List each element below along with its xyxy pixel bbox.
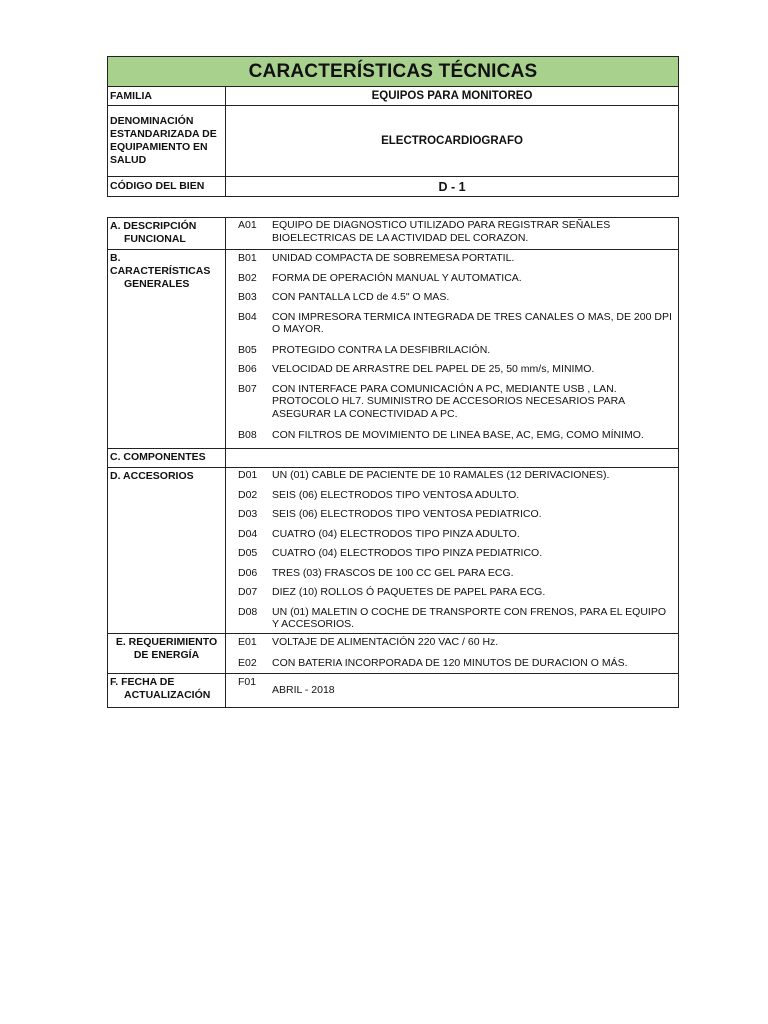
spec-text: SEIS (06) ELECTRODOS TIPO VENTOSA ADULTO. (272, 488, 520, 501)
section-c-row (108, 449, 679, 468)
section-f-row (108, 674, 679, 708)
section-f-label-line2: ACTUALIZACIÓN (124, 689, 211, 701)
spec-text: CON INTERFACE PARA COMUNICACIÓN A PC, MEDIANTE USB , LAN. PROTOCOLO HL7. SUMINISTRO DE ACCESORIOS NECESARIOS PARA ASEGURAR LA CONECTIVIDAD A PC. (272, 382, 625, 420)
section-b-items (226, 250, 679, 449)
spec-code: B02 (238, 271, 257, 284)
spec-item (226, 272, 678, 285)
spec-code: E02 (238, 656, 257, 669)
section-f-label-line1: F. FECHA DE (110, 676, 175, 688)
section-e-row (108, 634, 679, 674)
section-a-row (108, 218, 679, 250)
spec-item (226, 344, 678, 357)
spec-item (226, 676, 678, 697)
section-d-label: D. ACCESORIOS (108, 468, 226, 634)
familia-value: EQUIPOS PARA MONITOREO (226, 87, 679, 106)
spec-text: CUATRO (04) ELECTRODOS TIPO PINZA ADULTO. (272, 527, 520, 540)
spec-text: VELOCIDAD DE ARRASTRE DEL PAPEL DE 25, 50 mm/s, MINIMO. (272, 363, 595, 375)
spec-code: B01 (238, 252, 257, 264)
spec-code: B04 (238, 310, 257, 323)
spec-code: D06 (238, 566, 258, 579)
spec-text: FORMA DE OPERACIÓN MANUAL Y AUTOMATICA. (272, 271, 522, 284)
spec-text: UNIDAD COMPACTA DE SOBREMESA PORTATIL. (272, 252, 515, 264)
spec-code: D04 (238, 527, 258, 540)
section-e-label (108, 634, 226, 674)
spec-text: CUATRO (04) ELECTRODOS TIPO PINZA PEDIATRICO. (272, 547, 543, 559)
spec-item (226, 636, 678, 649)
section-e-label-line1: E. REQUERIMIENTO (115, 636, 218, 648)
spec-item (226, 219, 678, 244)
familia-label: FAMILIA (108, 87, 226, 106)
section-d-row (108, 468, 679, 634)
spec-item (226, 252, 678, 265)
spec-text: DIEZ (10) ROLLOS Ó PAQUETES DE PAPEL PARA ECG. (272, 586, 546, 598)
spec-code: D02 (238, 488, 258, 501)
page-title: CARACTERÍSTICAS TÉCNICAS (108, 57, 679, 87)
spec-item (226, 429, 678, 442)
spec-item (226, 528, 678, 541)
spec-text: EQUIPO DE DIAGNOSTICO UTILIZADO PARA REGISTRAR SEÑALES BIOELECTRICAS DE LA ACTIVIDAD DEL CORAZON. (272, 219, 611, 244)
spec-code: B06 (238, 363, 257, 375)
header-table (107, 56, 678, 197)
spec-item (226, 291, 678, 304)
spec-item (226, 363, 678, 376)
section-e-items (226, 634, 679, 674)
codigo-label: CÓDIGO DEL BIEN (108, 177, 226, 197)
section-c-label: C. COMPONENTES (108, 449, 226, 468)
codigo-value: D - 1 (226, 177, 679, 197)
section-b-row (108, 250, 679, 449)
spec-item (226, 567, 678, 580)
spec-text: TRES (03) FRASCOS DE 100 CC GEL PARA ECG. (272, 566, 514, 579)
spec-code: B07 (238, 382, 257, 395)
denominacion-label: DENOMINACIÓN ESTANDARIZADA DE EQUIPAMIENTO EN SALUD (108, 106, 226, 177)
specs-table (107, 217, 678, 708)
spec-code: D08 (238, 605, 258, 618)
spec-code: B05 (238, 343, 257, 356)
spec-text: CON IMPRESORA TERMICA INTEGRADA DE TRES CANALES O MAS, DE 200 DPI O MAYOR. (272, 310, 672, 335)
spec-code: D07 (238, 586, 258, 598)
section-a-items (226, 218, 679, 250)
spec-text: UN (01) MALETIN O COCHE DE TRANSPORTE CON FRENOS, PARA EL EQUIPO Y ACCESORIOS. (272, 605, 667, 630)
spec-item (226, 469, 678, 482)
section-c-items (226, 449, 679, 468)
spec-text: SEIS (06) ELECTRODOS TIPO VENTOSA PEDIATRICO. (272, 508, 542, 520)
section-b-label-line2: GENERALES (124, 278, 190, 290)
spec-text: CON FILTROS DE MOVIMIENTO DE LINEA BASE, AC, EMG, COMO MÍNIMO. (272, 429, 644, 441)
spec-item (226, 311, 678, 336)
spec-text: CON PANTALLA LCD de 4.5" O MAS. (272, 291, 450, 303)
spec-code: E01 (238, 636, 257, 648)
section-a-label-line2: FUNCIONAL (124, 233, 186, 245)
spec-item (226, 657, 678, 670)
spec-item (226, 489, 678, 502)
section-f-items (226, 674, 679, 708)
spec-item (226, 383, 678, 421)
section-e-label-line2: DE ENERGÍA (133, 649, 200, 661)
spec-code: D05 (238, 547, 258, 559)
spec-code: D03 (238, 508, 258, 520)
spec-code: F01 (238, 676, 257, 688)
spec-text: VOLTAJE DE ALIMENTACIÓN 220 VAC / 60 Hz. (272, 636, 499, 648)
section-d-items (226, 468, 679, 634)
section-a-label-line1: A. DESCRIPCIÓN (110, 220, 197, 232)
spec-item (226, 547, 678, 560)
spec-text: PROTEGIDO CONTRA LA DESFIBRILACIÓN. (272, 343, 491, 356)
spec-code: B08 (238, 429, 257, 441)
spec-code: B03 (238, 291, 257, 303)
denominacion-value: ELECTROCARDIOGRAFO (226, 106, 679, 177)
spec-text: UN (01) CABLE DE PACIENTE DE 10 RAMALES (12 DERIVACIONES). (272, 469, 610, 481)
spec-item (226, 508, 678, 521)
spec-item (226, 606, 678, 631)
spec-item (226, 586, 678, 599)
spec-text: ABRIL - 2018 (272, 684, 335, 696)
spec-text: CON BATERIA INCORPORADA DE 120 MINUTOS DE DURACION O MÁS. (272, 656, 628, 669)
section-f-label (108, 674, 226, 708)
section-b-label-line1: B. CARACTERÍSTICAS (110, 252, 211, 277)
section-b-label (108, 250, 226, 449)
section-a-label (108, 218, 226, 250)
spec-code: D01 (238, 469, 258, 481)
spec-code: A01 (238, 219, 257, 231)
